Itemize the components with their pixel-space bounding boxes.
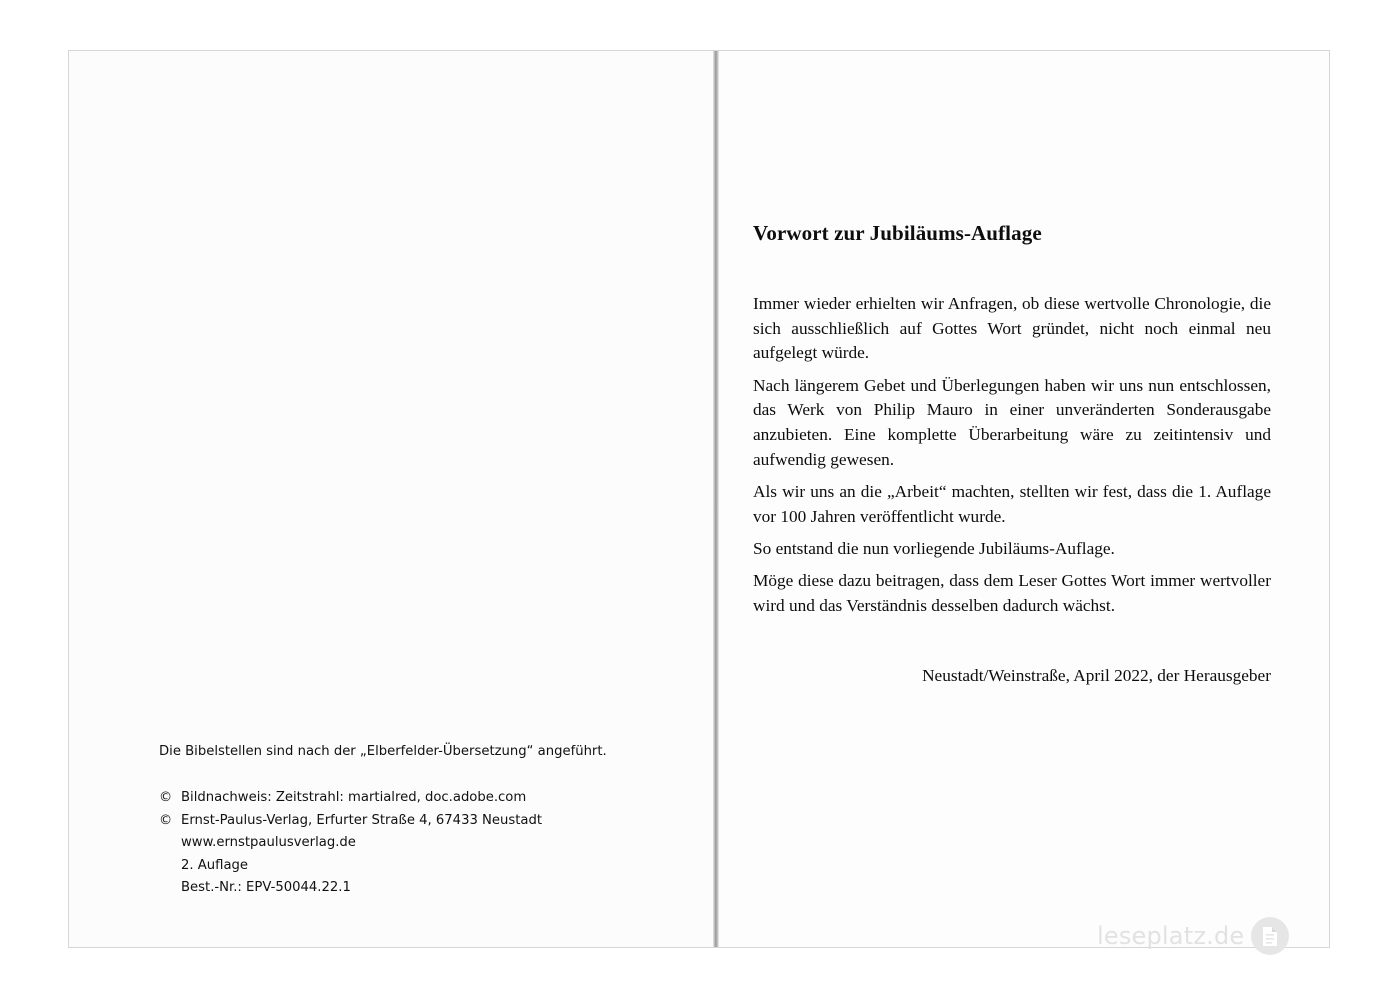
foreword-paragraph: So entstand die nun vorliegende Jubiläums-Auflage. — [753, 538, 1115, 558]
foreword-paragraph: Möge diese dazu beitragen, dass dem Leser Gottes Wort immer wertvoller wird und das Verständnis desselben dadurch wächst. — [753, 571, 1271, 615]
bible-translation-note: Die Bibelstellen sind nach der „Elberfelder-Übersetzung“ angeführt. — [159, 744, 607, 759]
imprint-line — [159, 810, 542, 833]
watermark — [1097, 916, 1290, 956]
foreword-signature: Neustadt/Weinstraße, April 2022, der Herausgeber — [922, 666, 1271, 685]
imprint-credits — [159, 787, 542, 900]
indent — [159, 855, 181, 878]
foreword-paragraph: Nach längerem Gebet und Überlegungen haben wir uns nun entschlossen, das Werk von Philip Mauro in einer unveränderten Sonderausgabe anzubieten. Eine komplette Überarbeitung wäre zu zeitintensiv und aufwendig gewesen. — [753, 375, 1271, 469]
copyright-symbol: © — [159, 790, 173, 805]
book-spread — [68, 50, 1330, 948]
imprint-line — [159, 832, 542, 855]
indent — [159, 877, 181, 900]
imprint-line — [159, 877, 542, 900]
edition: 2. Auflage — [181, 857, 249, 873]
watermark-text: leseplatz.de — [1097, 922, 1245, 950]
imprint-line — [159, 787, 542, 810]
left-page — [69, 51, 715, 947]
image-credit: Bildnachweis: Zeitstrahl: martialred, doc.adobe.com — [181, 790, 527, 805]
right-page — [719, 51, 1329, 947]
imprint-line — [159, 855, 542, 878]
book-page-icon — [1250, 916, 1290, 956]
foreword-body — [753, 292, 1271, 626]
foreword-paragraph: Immer wieder erhielten wir Anfragen, ob diese wertvolle Chronologie, die sich ausschließlich auf Gottes Wort gründet, nicht noch einmal neu aufgelegt würde. — [753, 294, 1271, 363]
foreword-title: Vorwort zur Jubiläums-Auflage — [753, 221, 1042, 245]
indent — [159, 832, 181, 855]
publisher-address: Ernst-Paulus-Verlag, Erfurter Straße 4, 67433 Neustadt — [181, 812, 543, 828]
order-number: Best.-Nr.: EPV-50044.22.1 — [181, 880, 351, 895]
publisher-website: www.ernstpaulusverlag.de — [181, 835, 356, 850]
copyright-symbol: © — [159, 812, 173, 828]
foreword-paragraph: Als wir uns an die „Arbeit“ machten, stellten wir fest, dass die 1. Auflage vor 100 Jahren veröffentlicht wurde. — [753, 481, 1271, 526]
